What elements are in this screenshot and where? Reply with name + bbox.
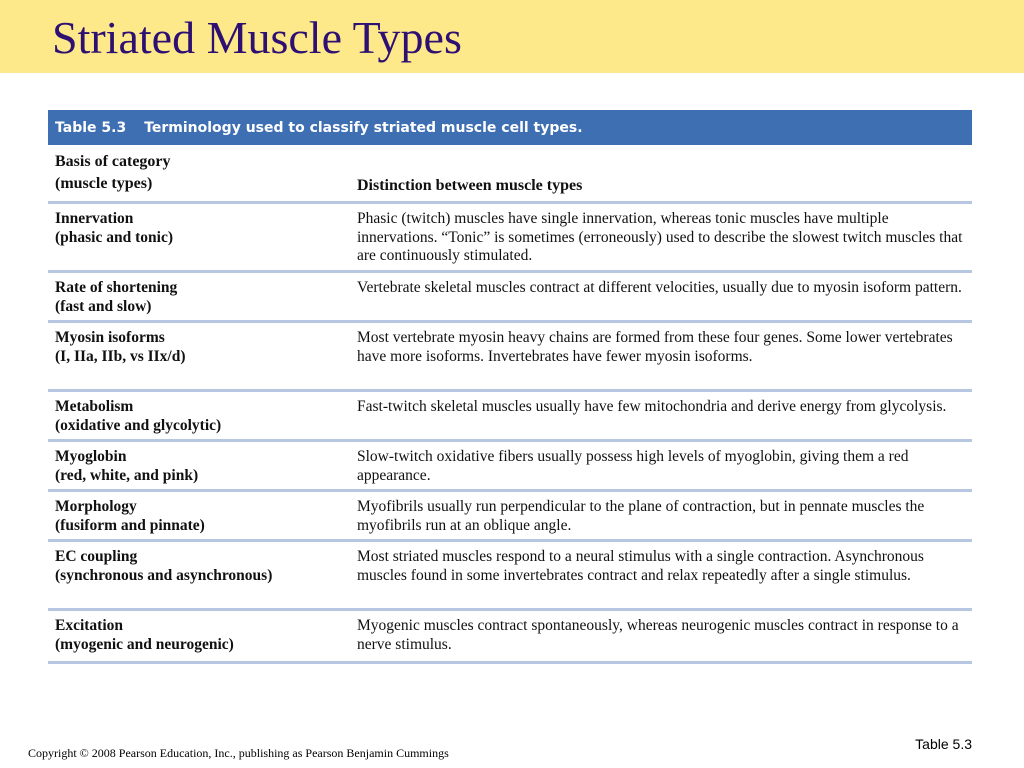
row-category-cell	[48, 392, 357, 439]
row-category-cell	[48, 323, 357, 389]
row-distinction: Phasic (twitch) muscles have single innervation, whereas tonic muscles have multiple innervations. “Tonic” is sometimes (erroneously) used to describe the slowest twitch muscles that are continuously stimulated.	[357, 210, 963, 264]
table-row	[48, 204, 972, 273]
row-subcategory: (synchronous and asynchronous)	[55, 566, 273, 584]
row-subcategory: (fusiform and pinnate)	[55, 516, 205, 534]
table-caption-number: Table 5.3	[55, 119, 127, 136]
row-category: Myoglobin	[55, 448, 127, 465]
header-distinction	[357, 145, 972, 201]
table-row	[48, 392, 972, 442]
row-distinction: Vertebrate skeletal muscles contract at different velocities, usually due to myosin isoform pattern.	[357, 279, 962, 296]
row-subcategory: (myogenic and neurogenic)	[55, 635, 234, 653]
table-caption-bar	[48, 110, 972, 145]
row-distinction: Most striated muscles respond to a neural stimulus with a single contraction. Asynchronous muscles found in some invertebrates contract and relax repeatedly after a single stimulus.	[357, 548, 924, 584]
header-col1-line2: (muscle types)	[55, 175, 153, 192]
row-category: Excitation	[55, 617, 124, 634]
row-category: EC coupling	[55, 548, 138, 565]
row-subcategory: (phasic and tonic)	[55, 228, 173, 246]
row-distinction: Myogenic muscles contract spontaneously, whereas neurogenic muscles contract in response to a nerve stimulus.	[357, 617, 959, 653]
row-category-cell	[48, 542, 357, 608]
header-col2-text: Distinction between muscle types	[357, 177, 583, 194]
table-caption-text: Terminology used to classify striated muscle cell types.	[144, 119, 583, 136]
table-row	[48, 611, 972, 664]
row-category: Rate of shortening	[55, 279, 178, 296]
row-subcategory: (I, IIa, IIb, vs IIx/d)	[55, 347, 186, 365]
row-category: Innervation	[55, 210, 134, 227]
footer-copyright: Copyright © 2008 Pearson Education, Inc., publishing as Pearson Benjamin Cummings	[28, 746, 449, 760]
table-row	[48, 492, 972, 542]
row-category: Metabolism	[55, 398, 134, 415]
row-distinction: Fast-twitch skeletal muscles usually have few mitochondria and derive energy from glycolysis.	[357, 398, 947, 415]
row-subcategory: (fast and slow)	[55, 297, 152, 315]
table-row	[48, 542, 972, 611]
row-subcategory: (oxidative and glycolytic)	[55, 416, 222, 434]
row-category-cell	[48, 204, 357, 270]
row-distinction: Myofibrils usually run perpendicular to the plane of contraction, but in pennate muscles the myofibrils run at an oblique angle.	[357, 498, 925, 534]
table-header-row	[48, 145, 972, 204]
row-category-cell	[48, 492, 357, 539]
table-row	[48, 323, 972, 392]
row-distinction: Most vertebrate myosin heavy chains are formed from these four genes. Some lower vertebrates have more isoforms. Invertebrates have fewer myosin isoforms.	[357, 329, 953, 365]
table-row	[48, 273, 972, 323]
row-category: Myosin isoforms	[55, 329, 165, 346]
footer-table-reference: Table 5.3	[915, 736, 972, 752]
terminology-table	[48, 110, 972, 664]
row-distinction: Slow-twitch oxidative fibers usually possess high levels of myoglobin, giving them a red appearance.	[357, 448, 909, 484]
slide-title: Striated Muscle Types	[52, 12, 462, 63]
row-category-cell	[48, 273, 357, 320]
row-category: Morphology	[55, 498, 137, 515]
row-subcategory: (red, white, and pink)	[55, 466, 199, 484]
header-col1-line1: Basis of category	[55, 153, 171, 170]
header-basis-of-category	[48, 145, 357, 201]
table-row	[48, 442, 972, 492]
row-category-cell	[48, 442, 357, 489]
row-category-cell	[48, 611, 357, 661]
